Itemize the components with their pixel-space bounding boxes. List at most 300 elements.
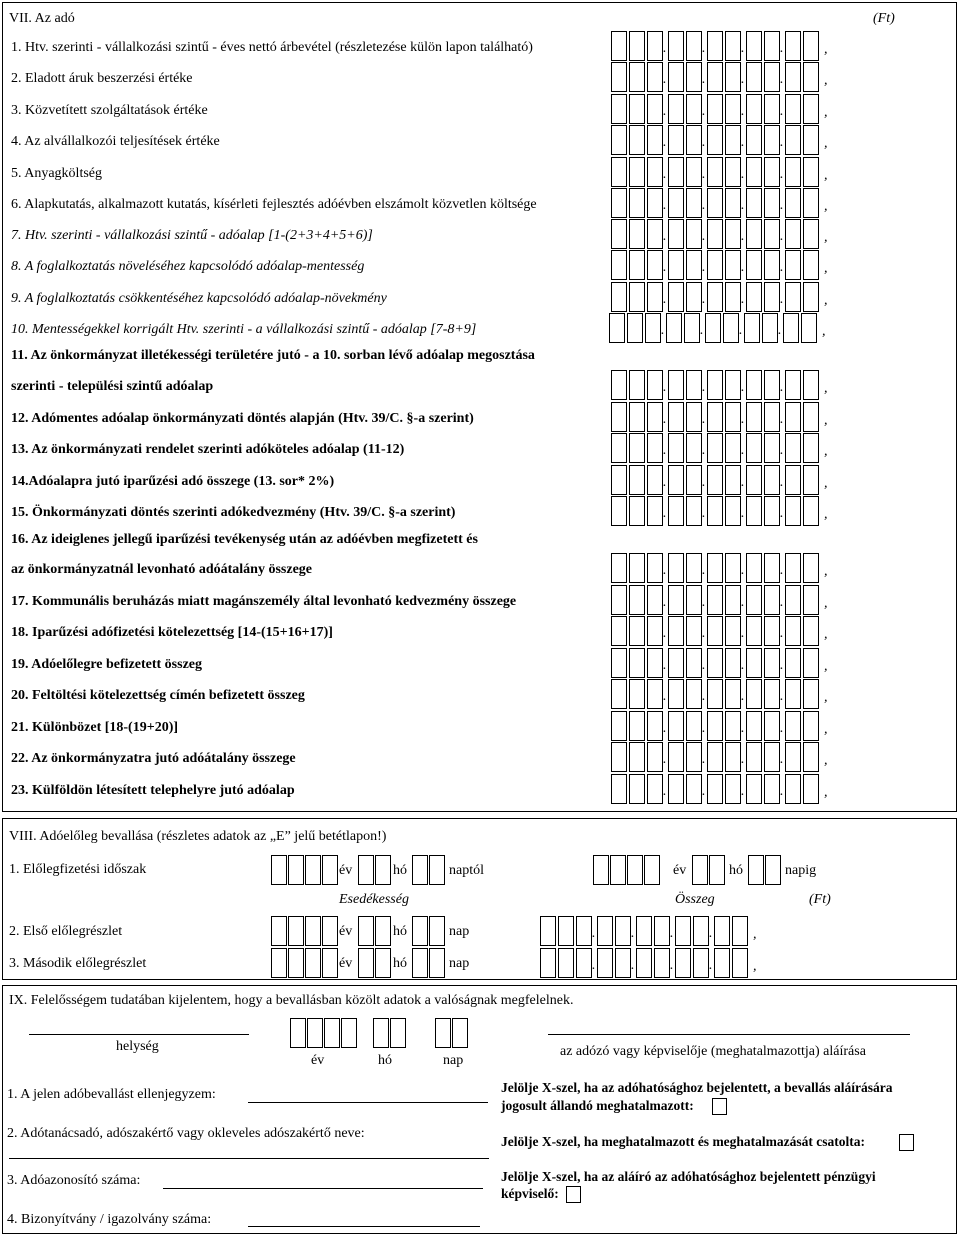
tax-row-12-digit-box[interactable] [746, 370, 762, 400]
tax-row-9-digit-box[interactable] [785, 282, 801, 312]
tax-row-15-digit-box[interactable] [764, 465, 780, 495]
tax-row-6-digit-box[interactable] [707, 188, 723, 218]
tax-row-16-digit-box[interactable] [725, 496, 741, 526]
tax-row-21-digit-box[interactable] [611, 648, 627, 678]
period-to-year-box[interactable] [627, 855, 643, 885]
tax-row-3-digit-box[interactable] [611, 94, 627, 124]
tax-row-4-digit-box[interactable] [647, 125, 663, 155]
tax-row-9-digit-box[interactable] [803, 282, 819, 312]
tax-row-25-digit-box[interactable] [668, 774, 684, 804]
tax-row-25-digit-box[interactable] [686, 774, 702, 804]
first-installment-month-box[interactable] [375, 916, 391, 946]
tax-row-19-digit-box[interactable] [803, 585, 819, 615]
tax-row-4-digit-box[interactable] [725, 125, 741, 155]
tax-row-25-digit-box[interactable] [707, 774, 723, 804]
tax-row-18-digit-box[interactable] [686, 553, 702, 583]
tax-row-10-digit-box[interactable] [684, 313, 700, 343]
tax-row-14-digit-box[interactable] [707, 433, 723, 463]
tax-row-2-digit-box[interactable] [746, 62, 762, 92]
tax-row-1-digit-box[interactable] [803, 31, 819, 61]
tax-row-6-digit-box[interactable] [785, 188, 801, 218]
tax-row-2-digit-box[interactable] [629, 62, 645, 92]
tax-row-14-digit-box[interactable] [764, 433, 780, 463]
tax-row-1-digit-box[interactable] [746, 31, 762, 61]
first-installment-year-box[interactable] [305, 916, 321, 946]
tax-row-6-digit-box[interactable] [725, 188, 741, 218]
signature-day-box[interactable] [452, 1018, 468, 1048]
tax-row-16-digit-box[interactable] [629, 496, 645, 526]
tax-row-9-digit-box[interactable] [746, 282, 762, 312]
tax-row-5-digit-box[interactable] [629, 157, 645, 187]
tax-row-24-digit-box[interactable] [668, 742, 684, 772]
tax-row-7-digit-box[interactable] [725, 219, 741, 249]
tax-row-22-digit-box[interactable] [611, 679, 627, 709]
second-installment-month-box[interactable] [375, 948, 391, 978]
tax-row-24-digit-box[interactable] [764, 742, 780, 772]
tax-row-23-digit-box[interactable] [707, 711, 723, 741]
tax-row-13-digit-box[interactable] [611, 402, 627, 432]
tax-row-25-digit-box[interactable] [785, 774, 801, 804]
tax-row-7-digit-box[interactable] [647, 219, 663, 249]
period-from-month-box[interactable] [358, 855, 374, 885]
period-to-day-box[interactable] [765, 855, 781, 885]
tax-row-23-digit-box[interactable] [686, 711, 702, 741]
tax-row-7-digit-box[interactable] [629, 219, 645, 249]
tax-row-6-digit-box[interactable] [803, 188, 819, 218]
tax-row-10-digit-box[interactable] [666, 313, 682, 343]
authorization-attached-checkbox[interactable] [899, 1134, 914, 1151]
tax-row-18-digit-box[interactable] [668, 553, 684, 583]
tax-row-8-digit-box[interactable] [764, 250, 780, 280]
first-installment-year-box[interactable] [322, 916, 338, 946]
first-installment-amount-box[interactable] [558, 916, 574, 946]
tax-row-18-digit-box[interactable] [803, 553, 819, 583]
tax-row-22-digit-box[interactable] [668, 679, 684, 709]
tax-row-14-digit-box[interactable] [785, 433, 801, 463]
tax-row-3-digit-box[interactable] [803, 94, 819, 124]
tax-row-8-digit-box[interactable] [629, 250, 645, 280]
tax-row-1-digit-box[interactable] [764, 31, 780, 61]
tax-row-9-digit-box[interactable] [707, 282, 723, 312]
tax-row-4-digit-box[interactable] [668, 125, 684, 155]
second-installment-amount-box[interactable] [558, 948, 574, 978]
second-installment-day-box[interactable] [429, 948, 445, 978]
tax-row-21-digit-box[interactable] [629, 648, 645, 678]
tax-row-7-digit-box[interactable] [668, 219, 684, 249]
tax-row-14-digit-box[interactable] [746, 433, 762, 463]
signature-month-box[interactable] [390, 1018, 406, 1048]
tax-row-19-digit-box[interactable] [629, 585, 645, 615]
tax-row-2-digit-box[interactable] [647, 62, 663, 92]
second-installment-year-box[interactable] [322, 948, 338, 978]
tax-row-13-digit-box[interactable] [785, 402, 801, 432]
period-from-year-box[interactable] [271, 855, 287, 885]
tax-row-8-digit-box[interactable] [785, 250, 801, 280]
second-installment-amount-box[interactable] [540, 948, 556, 978]
tax-row-24-digit-box[interactable] [746, 742, 762, 772]
tax-row-25-digit-box[interactable] [803, 774, 819, 804]
tax-row-22-digit-box[interactable] [647, 679, 663, 709]
tax-row-24-digit-box[interactable] [725, 742, 741, 772]
tax-row-10-digit-box[interactable] [744, 313, 760, 343]
tax-row-7-digit-box[interactable] [707, 219, 723, 249]
tax-row-9-digit-box[interactable] [611, 282, 627, 312]
period-from-day-box[interactable] [429, 855, 445, 885]
first-installment-amount-box[interactable] [693, 916, 709, 946]
tax-row-8-digit-box[interactable] [686, 250, 702, 280]
tax-row-7-digit-box[interactable] [764, 219, 780, 249]
tax-row-5-digit-box[interactable] [668, 157, 684, 187]
tax-row-24-digit-box[interactable] [629, 742, 645, 772]
signature-day-box[interactable] [435, 1018, 451, 1048]
signature-line[interactable] [548, 1034, 910, 1035]
first-installment-amount-box[interactable] [732, 916, 748, 946]
tax-row-15-digit-box[interactable] [668, 465, 684, 495]
tax-row-22-digit-box[interactable] [803, 679, 819, 709]
tax-row-1-digit-box[interactable] [629, 31, 645, 61]
tax-row-24-digit-box[interactable] [686, 742, 702, 772]
period-to-year-box[interactable] [593, 855, 609, 885]
period-to-year-box[interactable] [610, 855, 626, 885]
first-installment-amount-box[interactable] [636, 916, 652, 946]
tax-row-23-digit-box[interactable] [764, 711, 780, 741]
tax-row-10-digit-box[interactable] [783, 313, 799, 343]
tax-row-8-digit-box[interactable] [707, 250, 723, 280]
tax-row-10-digit-box[interactable] [705, 313, 721, 343]
tax-row-21-digit-box[interactable] [764, 648, 780, 678]
tax-row-21-digit-box[interactable] [707, 648, 723, 678]
tax-row-23-digit-box[interactable] [629, 711, 645, 741]
tax-row-20-digit-box[interactable] [629, 616, 645, 646]
tax-row-8-digit-box[interactable] [611, 250, 627, 280]
tax-row-1-digit-box[interactable] [668, 31, 684, 61]
tax-row-18-digit-box[interactable] [647, 553, 663, 583]
tax-row-4-digit-box[interactable] [803, 125, 819, 155]
tax-row-14-digit-box[interactable] [725, 433, 741, 463]
tax-row-24-digit-box[interactable] [707, 742, 723, 772]
permanent-representative-checkbox[interactable] [712, 1098, 727, 1115]
tax-row-12-digit-box[interactable] [803, 370, 819, 400]
tax-row-25-digit-box[interactable] [746, 774, 762, 804]
tax-row-6-digit-box[interactable] [629, 188, 645, 218]
tax-row-3-digit-box[interactable] [686, 94, 702, 124]
tax-row-8-digit-box[interactable] [647, 250, 663, 280]
tax-row-22-digit-box[interactable] [725, 679, 741, 709]
tax-row-22-digit-box[interactable] [746, 679, 762, 709]
tax-row-1-digit-box[interactable] [725, 31, 741, 61]
tax-row-15-digit-box[interactable] [707, 465, 723, 495]
tax-row-16-digit-box[interactable] [611, 496, 627, 526]
tax-row-18-digit-box[interactable] [629, 553, 645, 583]
tax-row-22-digit-box[interactable] [686, 679, 702, 709]
tax-row-12-digit-box[interactable] [611, 370, 627, 400]
tax-row-25-digit-box[interactable] [629, 774, 645, 804]
period-to-month-box[interactable] [709, 855, 725, 885]
tax-row-16-digit-box[interactable] [668, 496, 684, 526]
tax-row-7-digit-box[interactable] [746, 219, 762, 249]
tax-row-5-digit-box[interactable] [785, 157, 801, 187]
tax-row-12-digit-box[interactable] [785, 370, 801, 400]
tax-row-3-digit-box[interactable] [785, 94, 801, 124]
tax-row-20-digit-box[interactable] [725, 616, 741, 646]
tax-row-23-digit-box[interactable] [803, 711, 819, 741]
tax-row-9-digit-box[interactable] [764, 282, 780, 312]
tax-row-4-digit-box[interactable] [785, 125, 801, 155]
tax-row-15-digit-box[interactable] [629, 465, 645, 495]
tax-row-16-digit-box[interactable] [803, 496, 819, 526]
second-installment-day-box[interactable] [412, 948, 428, 978]
tax-row-6-digit-box[interactable] [746, 188, 762, 218]
tax-row-3-digit-box[interactable] [725, 94, 741, 124]
tax-row-19-digit-box[interactable] [764, 585, 780, 615]
tax-row-21-digit-box[interactable] [647, 648, 663, 678]
tax-row-13-digit-box[interactable] [668, 402, 684, 432]
tax-row-13-digit-box[interactable] [647, 402, 663, 432]
tax-row-13-digit-box[interactable] [629, 402, 645, 432]
tax-row-16-digit-box[interactable] [647, 496, 663, 526]
tax-row-12-digit-box[interactable] [686, 370, 702, 400]
tax-row-3-digit-box[interactable] [746, 94, 762, 124]
second-installment-month-box[interactable] [358, 948, 374, 978]
tax-row-9-digit-box[interactable] [647, 282, 663, 312]
second-installment-amount-box[interactable] [597, 948, 613, 978]
tax-row-23-digit-box[interactable] [725, 711, 741, 741]
period-from-year-box[interactable] [288, 855, 304, 885]
tax-id-line[interactable] [163, 1188, 483, 1189]
tax-row-13-digit-box[interactable] [686, 402, 702, 432]
tax-row-23-digit-box[interactable] [668, 711, 684, 741]
second-installment-amount-box[interactable] [714, 948, 730, 978]
tax-row-6-digit-box[interactable] [764, 188, 780, 218]
tax-row-22-digit-box[interactable] [707, 679, 723, 709]
tax-row-6-digit-box[interactable] [668, 188, 684, 218]
tax-row-13-digit-box[interactable] [746, 402, 762, 432]
tax-row-20-digit-box[interactable] [803, 616, 819, 646]
tax-row-15-digit-box[interactable] [611, 465, 627, 495]
tax-row-6-digit-box[interactable] [611, 188, 627, 218]
tax-row-2-digit-box[interactable] [611, 62, 627, 92]
signature-year-box[interactable] [290, 1018, 306, 1048]
first-installment-amount-box[interactable] [615, 916, 631, 946]
tax-row-8-digit-box[interactable] [668, 250, 684, 280]
tax-row-23-digit-box[interactable] [647, 711, 663, 741]
tax-row-5-digit-box[interactable] [764, 157, 780, 187]
tax-row-10-digit-box[interactable] [723, 313, 739, 343]
first-installment-year-box[interactable] [288, 916, 304, 946]
tax-row-3-digit-box[interactable] [764, 94, 780, 124]
tax-row-12-digit-box[interactable] [707, 370, 723, 400]
tax-row-3-digit-box[interactable] [707, 94, 723, 124]
tax-row-7-digit-box[interactable] [803, 219, 819, 249]
tax-row-9-digit-box[interactable] [668, 282, 684, 312]
tax-row-21-digit-box[interactable] [803, 648, 819, 678]
tax-row-18-digit-box[interactable] [764, 553, 780, 583]
tax-row-1-digit-box[interactable] [785, 31, 801, 61]
tax-row-20-digit-box[interactable] [764, 616, 780, 646]
second-installment-amount-box[interactable] [615, 948, 631, 978]
tax-row-10-digit-box[interactable] [609, 313, 625, 343]
tax-row-8-digit-box[interactable] [725, 250, 741, 280]
tax-row-22-digit-box[interactable] [785, 679, 801, 709]
first-installment-amount-box[interactable] [654, 916, 670, 946]
tax-row-2-digit-box[interactable] [803, 62, 819, 92]
tax-row-12-digit-box[interactable] [764, 370, 780, 400]
second-installment-year-box[interactable] [288, 948, 304, 978]
tax-row-24-digit-box[interactable] [803, 742, 819, 772]
period-from-month-box[interactable] [375, 855, 391, 885]
tax-row-20-digit-box[interactable] [668, 616, 684, 646]
tax-row-18-digit-box[interactable] [707, 553, 723, 583]
tax-row-13-digit-box[interactable] [803, 402, 819, 432]
tax-row-6-digit-box[interactable] [686, 188, 702, 218]
tax-row-4-digit-box[interactable] [707, 125, 723, 155]
tax-row-2-digit-box[interactable] [785, 62, 801, 92]
first-installment-day-box[interactable] [412, 916, 428, 946]
period-to-day-box[interactable] [748, 855, 764, 885]
period-to-year-box[interactable] [644, 855, 660, 885]
period-to-month-box[interactable] [692, 855, 708, 885]
first-installment-day-box[interactable] [429, 916, 445, 946]
tax-row-2-digit-box[interactable] [725, 62, 741, 92]
tax-row-24-digit-box[interactable] [611, 742, 627, 772]
tax-row-16-digit-box[interactable] [707, 496, 723, 526]
tax-row-1-digit-box[interactable] [611, 31, 627, 61]
tax-row-18-digit-box[interactable] [785, 553, 801, 583]
first-installment-amount-box[interactable] [675, 916, 691, 946]
first-installment-amount-box[interactable] [576, 916, 592, 946]
tax-row-18-digit-box[interactable] [746, 553, 762, 583]
second-installment-amount-box[interactable] [693, 948, 709, 978]
tax-row-15-digit-box[interactable] [686, 465, 702, 495]
tax-row-6-digit-box[interactable] [647, 188, 663, 218]
tax-row-14-digit-box[interactable] [611, 433, 627, 463]
tax-row-2-digit-box[interactable] [707, 62, 723, 92]
tax-row-19-digit-box[interactable] [611, 585, 627, 615]
tax-row-15-digit-box[interactable] [803, 465, 819, 495]
countersign-line[interactable] [248, 1102, 488, 1103]
tax-row-9-digit-box[interactable] [686, 282, 702, 312]
tax-row-19-digit-box[interactable] [746, 585, 762, 615]
tax-row-2-digit-box[interactable] [764, 62, 780, 92]
tax-row-8-digit-box[interactable] [803, 250, 819, 280]
tax-row-25-digit-box[interactable] [725, 774, 741, 804]
tax-row-1-digit-box[interactable] [707, 31, 723, 61]
period-from-day-box[interactable] [412, 855, 428, 885]
first-installment-amount-box[interactable] [597, 916, 613, 946]
tax-row-7-digit-box[interactable] [785, 219, 801, 249]
tax-row-13-digit-box[interactable] [725, 402, 741, 432]
tax-row-25-digit-box[interactable] [647, 774, 663, 804]
tax-row-16-digit-box[interactable] [764, 496, 780, 526]
tax-row-14-digit-box[interactable] [668, 433, 684, 463]
second-installment-amount-box[interactable] [654, 948, 670, 978]
tax-row-14-digit-box[interactable] [647, 433, 663, 463]
tax-row-23-digit-box[interactable] [611, 711, 627, 741]
tax-row-15-digit-box[interactable] [647, 465, 663, 495]
tax-row-13-digit-box[interactable] [764, 402, 780, 432]
tax-row-4-digit-box[interactable] [629, 125, 645, 155]
tax-row-7-digit-box[interactable] [686, 219, 702, 249]
tax-row-20-digit-box[interactable] [686, 616, 702, 646]
period-from-year-box[interactable] [305, 855, 321, 885]
tax-row-4-digit-box[interactable] [746, 125, 762, 155]
tax-row-3-digit-box[interactable] [668, 94, 684, 124]
tax-row-10-digit-box[interactable] [762, 313, 778, 343]
second-installment-amount-box[interactable] [576, 948, 592, 978]
tax-row-12-digit-box[interactable] [725, 370, 741, 400]
tax-row-1-digit-box[interactable] [647, 31, 663, 61]
tax-row-12-digit-box[interactable] [629, 370, 645, 400]
tax-row-1-digit-box[interactable] [686, 31, 702, 61]
tax-row-5-digit-box[interactable] [707, 157, 723, 187]
tax-row-5-digit-box[interactable] [746, 157, 762, 187]
tax-row-19-digit-box[interactable] [647, 585, 663, 615]
tax-row-23-digit-box[interactable] [746, 711, 762, 741]
tax-row-9-digit-box[interactable] [629, 282, 645, 312]
tax-row-25-digit-box[interactable] [611, 774, 627, 804]
tax-row-12-digit-box[interactable] [668, 370, 684, 400]
tax-row-16-digit-box[interactable] [686, 496, 702, 526]
tax-row-2-digit-box[interactable] [686, 62, 702, 92]
tax-row-5-digit-box[interactable] [686, 157, 702, 187]
signature-year-box[interactable] [307, 1018, 323, 1048]
tax-row-19-digit-box[interactable] [668, 585, 684, 615]
advisor-name-line[interactable] [9, 1158, 489, 1159]
tax-row-20-digit-box[interactable] [707, 616, 723, 646]
tax-row-3-digit-box[interactable] [647, 94, 663, 124]
tax-row-19-digit-box[interactable] [707, 585, 723, 615]
second-installment-amount-box[interactable] [675, 948, 691, 978]
tax-row-10-digit-box[interactable] [627, 313, 643, 343]
second-installment-year-box[interactable] [305, 948, 321, 978]
tax-row-23-digit-box[interactable] [785, 711, 801, 741]
tax-row-5-digit-box[interactable] [803, 157, 819, 187]
tax-row-18-digit-box[interactable] [725, 553, 741, 583]
tax-row-21-digit-box[interactable] [785, 648, 801, 678]
tax-row-15-digit-box[interactable] [746, 465, 762, 495]
tax-row-19-digit-box[interactable] [686, 585, 702, 615]
tax-row-13-digit-box[interactable] [707, 402, 723, 432]
tax-row-16-digit-box[interactable] [746, 496, 762, 526]
signature-year-box[interactable] [324, 1018, 340, 1048]
tax-row-21-digit-box[interactable] [746, 648, 762, 678]
tax-row-15-digit-box[interactable] [785, 465, 801, 495]
tax-row-20-digit-box[interactable] [785, 616, 801, 646]
signature-year-box[interactable] [341, 1018, 357, 1048]
tax-row-7-digit-box[interactable] [611, 219, 627, 249]
tax-row-21-digit-box[interactable] [686, 648, 702, 678]
tax-row-10-digit-box[interactable] [801, 313, 817, 343]
tax-row-21-digit-box[interactable] [668, 648, 684, 678]
first-installment-amount-box[interactable] [540, 916, 556, 946]
tax-row-20-digit-box[interactable] [746, 616, 762, 646]
certificate-line[interactable] [248, 1226, 480, 1227]
tax-row-14-digit-box[interactable] [803, 433, 819, 463]
period-from-year-box[interactable] [322, 855, 338, 885]
tax-row-2-digit-box[interactable] [668, 62, 684, 92]
tax-row-10-digit-box[interactable] [645, 313, 661, 343]
tax-row-19-digit-box[interactable] [725, 585, 741, 615]
financial-representative-checkbox[interactable] [566, 1186, 581, 1203]
tax-row-5-digit-box[interactable] [611, 157, 627, 187]
tax-row-25-digit-box[interactable] [764, 774, 780, 804]
tax-row-9-digit-box[interactable] [725, 282, 741, 312]
tax-row-5-digit-box[interactable] [647, 157, 663, 187]
tax-row-22-digit-box[interactable] [629, 679, 645, 709]
tax-row-15-digit-box[interactable] [725, 465, 741, 495]
first-installment-month-box[interactable] [358, 916, 374, 946]
tax-row-21-digit-box[interactable] [725, 648, 741, 678]
